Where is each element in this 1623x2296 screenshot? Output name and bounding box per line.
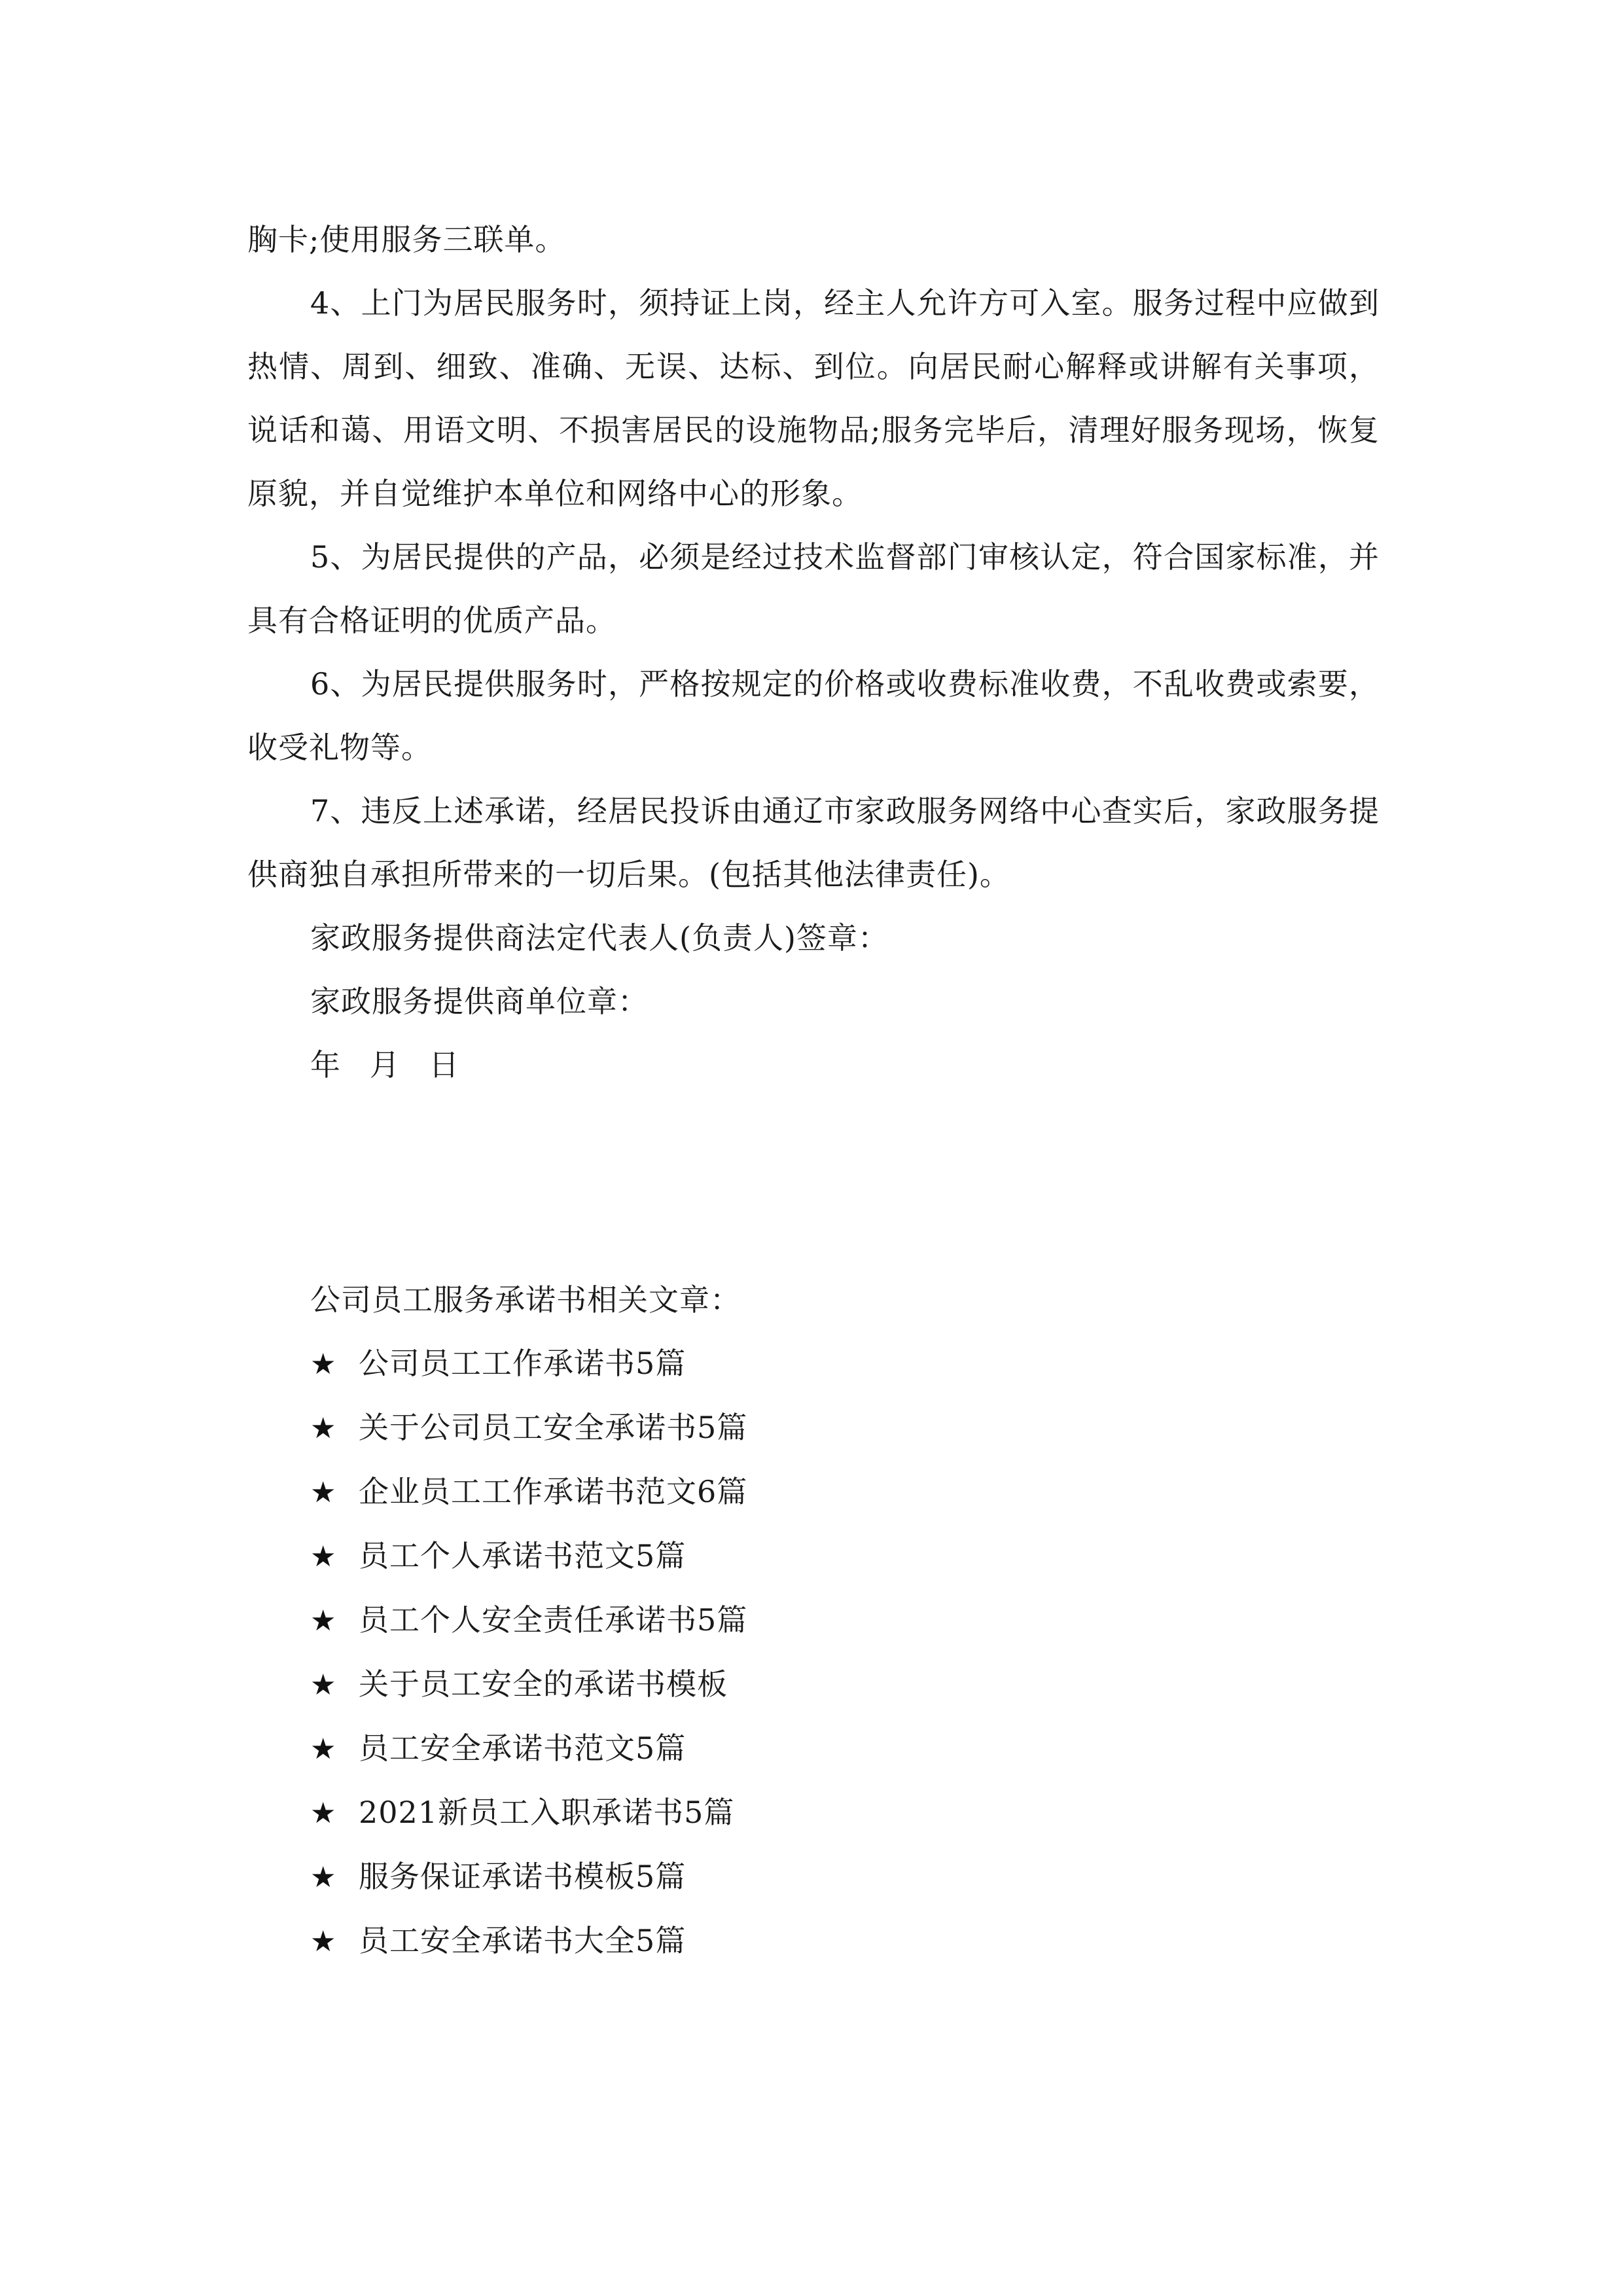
star-icon: ★: [310, 1797, 337, 1830]
related-article-link[interactable]: 2021新员工入职承诺书5篇: [359, 1795, 735, 1830]
related-article-link[interactable]: 员工安全承诺书大全5篇: [359, 1923, 687, 1958]
star-icon: ★: [310, 1348, 337, 1381]
related-article-link[interactable]: 员工安全承诺书范文5篇: [359, 1731, 687, 1766]
related-article-item: [247, 1909, 1380, 1973]
related-article-link[interactable]: 员工个人安全责任承诺书5篇: [359, 1602, 748, 1638]
related-articles-section: [247, 1268, 1380, 1973]
legal-representative-signature-line: 家政服务提供商法定代表人(负责人)签章：: [310, 920, 889, 956]
star-icon: ★: [310, 1540, 337, 1573]
star-icon: ★: [310, 1861, 337, 1894]
date-month-label: 月: [369, 1047, 401, 1083]
related-article-item: [247, 1653, 1380, 1717]
unit-seal-line: 家政服务提供商单位章：: [310, 984, 649, 1019]
paragraph-item-5: 5、为居民提供的产品，必须是经过技术监督部门审核认定，符合国家标准，并具有合格证明的优质产品。: [247, 539, 1380, 638]
star-icon: ★: [310, 1412, 337, 1445]
document-content: [247, 208, 1380, 1973]
related-article-item: [247, 1588, 1380, 1653]
related-article-item: [247, 1396, 1380, 1460]
related-articles-title: 公司员工服务承诺书相关文章：: [310, 1282, 741, 1318]
related-article-item: [247, 1717, 1380, 1781]
related-article-link[interactable]: 关于员工安全的承诺书模板: [359, 1666, 728, 1702]
related-article-item: [247, 1845, 1380, 1909]
paragraph-item-7: 7、违反上述承诺，经居民投诉由通辽市家政服务网络中心查实后，家政服务提供商独自承担所带来的一切后果。(包括其他法律责任)。: [247, 793, 1380, 892]
date-year-label: 年: [310, 1047, 341, 1083]
related-article-item: [247, 1460, 1380, 1524]
paragraph-item-4: 4、上门为居民服务时，须持证上岗，经主人允许方可入室。服务过程中应做到热情、周到、细致、准确、无误、达标、到位。向居民耐心解释或讲解有关事项，说话和蔼、用语文明、不损害居民的设施物品;服务完毕后，清理好服务现场，恢复原貌，并自觉维护本单位和网络中心的形象。: [247, 285, 1380, 511]
star-icon: ★: [310, 1476, 337, 1509]
related-article-item: [247, 1332, 1380, 1396]
date-line: [247, 1033, 1380, 1097]
related-article-link[interactable]: 关于公司员工安全承诺书5篇: [359, 1410, 748, 1445]
related-article-link[interactable]: 公司员工工作承诺书5篇: [359, 1346, 687, 1381]
related-article-link[interactable]: 企业员工工作承诺书范文6篇: [359, 1474, 748, 1509]
star-icon: ★: [310, 1604, 337, 1638]
star-icon: ★: [310, 1732, 337, 1766]
paragraph-item-6: 6、为居民提供服务时，严格按规定的价格或收费标准收费，不乱收费或索要，收受礼物等。: [247, 666, 1380, 765]
star-icon: ★: [310, 1668, 337, 1702]
paragraph-continuation: 胸卡;使用服务三联单。: [247, 222, 566, 257]
related-article-item: [247, 1781, 1380, 1845]
related-article-item: [247, 1524, 1380, 1588]
related-article-link[interactable]: 服务保证承诺书模板5篇: [359, 1859, 687, 1894]
star-icon: ★: [310, 1925, 337, 1958]
date-day-label: 日: [429, 1047, 460, 1083]
related-article-link[interactable]: 员工个人承诺书范文5篇: [359, 1538, 687, 1573]
related-articles-list: [247, 1332, 1380, 1973]
